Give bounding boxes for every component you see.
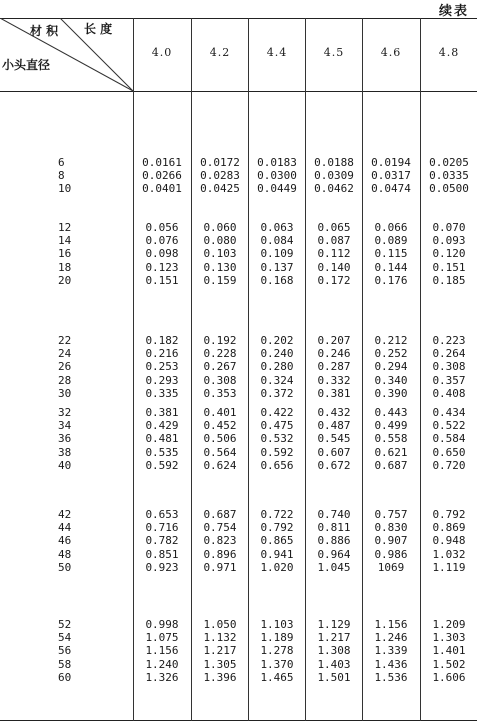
table-cell: 1.303 — [432, 631, 466, 645]
table-cell: 0.986 — [374, 547, 408, 561]
row-diameter: 40 — [58, 458, 72, 472]
table-cell: 0.792 — [260, 521, 294, 535]
table-cell: 0.151 — [432, 260, 466, 274]
table-cell: 0.811 — [317, 521, 351, 535]
table-row — [0, 419, 477, 432]
table-cell: 0.522 — [432, 419, 466, 433]
corner-diameter-label: 小头直径 — [2, 58, 51, 72]
table-cell: 0.084 — [260, 234, 294, 248]
table-cell: 0.401 — [203, 406, 237, 419]
row-diameter: 10 — [58, 182, 72, 196]
table-cell: 0.089 — [374, 234, 408, 248]
table-cell: 0.308 — [203, 373, 237, 387]
table-cell: 0.907 — [374, 534, 408, 548]
table-row — [0, 234, 477, 247]
table-cell: 0.0300 — [257, 169, 297, 183]
row-diameter: 22 — [58, 334, 72, 347]
table-row — [0, 169, 477, 182]
table-cell: 0.0500 — [429, 182, 469, 196]
table-cell: 0.293 — [145, 373, 179, 387]
table-cell: 0.123 — [145, 260, 179, 274]
table-cell: 0.335 — [145, 386, 179, 400]
table-cell: 0.886 — [317, 534, 351, 548]
table-row — [0, 261, 477, 274]
row-diameter: 42 — [58, 508, 72, 521]
row-diameter: 48 — [58, 547, 72, 561]
volume-table — [0, 18, 477, 723]
table-cell: 0.120 — [432, 247, 466, 261]
table-cell: 0.151 — [145, 273, 179, 287]
table-cell: 0.535 — [145, 445, 179, 459]
table-cell: 0.408 — [432, 386, 466, 400]
table-cell: 1069 — [377, 560, 405, 574]
row-diameter: 28 — [58, 373, 72, 387]
table-cell: 1.502 — [432, 657, 466, 671]
table-cell: 1.240 — [145, 657, 179, 671]
table-row — [0, 221, 477, 234]
table-cell: 0.324 — [260, 373, 294, 387]
table-cell: 0.176 — [374, 273, 408, 287]
table-cell: 1.189 — [260, 631, 294, 645]
table-cell: 1.278 — [260, 644, 294, 658]
table-cell: 0.308 — [432, 360, 466, 374]
table-cell: 0.558 — [374, 432, 408, 446]
column-header-length: 4.8 — [438, 46, 460, 59]
table-cell: 1.370 — [260, 657, 294, 671]
table-cell: 0.0474 — [371, 182, 411, 196]
table-cell: 1.156 — [145, 644, 179, 658]
table-cell: 0.653 — [145, 508, 179, 521]
table-cell: 1.308 — [317, 644, 351, 658]
table-cell: 0.0194 — [371, 156, 411, 169]
row-diameter: 30 — [58, 386, 72, 400]
table-cell: 0.207 — [317, 334, 351, 347]
table-cell: 0.429 — [145, 419, 179, 433]
table-cell: 0.240 — [260, 347, 294, 361]
table-cell: 0.381 — [317, 386, 351, 400]
table-cell: 0.481 — [145, 432, 179, 446]
table-cell: 0.066 — [374, 221, 408, 234]
table-cell: 0.948 — [432, 534, 466, 548]
row-diameter: 46 — [58, 534, 72, 548]
table-bottom-rule — [0, 720, 477, 721]
table-cell: 0.621 — [374, 445, 408, 459]
table-cell: 1.217 — [317, 631, 351, 645]
table-cell: 0.584 — [432, 432, 466, 446]
table-cell: 0.624 — [203, 458, 237, 472]
table-cell: 0.687 — [374, 458, 408, 472]
table-row — [0, 374, 477, 387]
table-cell: 0.716 — [145, 521, 179, 535]
row-diameter: 32 — [58, 406, 72, 419]
row-diameter: 18 — [58, 260, 72, 274]
table-cell: 0.740 — [317, 508, 351, 521]
table-cell: 0.192 — [203, 334, 237, 347]
table-cell: 0.372 — [260, 386, 294, 400]
table-cell: 0.065 — [317, 221, 351, 234]
table-cell: 0.381 — [145, 406, 179, 419]
table-cell: 0.246 — [317, 347, 351, 361]
table-cell: 1.246 — [374, 631, 408, 645]
table-cell: 0.499 — [374, 419, 408, 433]
table-cell: 0.823 — [203, 534, 237, 548]
row-diameter: 58 — [58, 657, 72, 671]
table-cell: 0.228 — [203, 347, 237, 361]
table-cell: 0.0425 — [200, 182, 240, 196]
table-cell: 0.294 — [374, 360, 408, 374]
row-diameter: 56 — [58, 644, 72, 658]
table-cell: 0.109 — [260, 247, 294, 261]
table-cell: 1.339 — [374, 644, 408, 658]
table-row — [0, 631, 477, 644]
table-cell: 0.650 — [432, 445, 466, 459]
row-diameter: 20 — [58, 273, 72, 287]
row-diameter: 14 — [58, 234, 72, 248]
table-cell: 0.223 — [432, 334, 466, 347]
table-cell: 0.782 — [145, 534, 179, 548]
table-cell: 0.353 — [203, 386, 237, 400]
table-cell: 0.0335 — [429, 169, 469, 183]
row-diameter: 6 — [58, 156, 65, 169]
table-cell: 0.687 — [203, 508, 237, 521]
table-row — [0, 459, 477, 472]
table-cell: 0.115 — [374, 247, 408, 261]
table-cell: 0.865 — [260, 534, 294, 548]
table-cell: 1.119 — [432, 560, 466, 574]
table-cell: 0.0183 — [257, 156, 297, 169]
table-cell: 0.0266 — [142, 169, 182, 183]
table-cell: 0.280 — [260, 360, 294, 374]
table-cell: 0.0205 — [429, 156, 469, 169]
table-cell: 0.0188 — [314, 156, 354, 169]
table-cell: 0.0309 — [314, 169, 354, 183]
row-diameter: 44 — [58, 521, 72, 535]
table-cell: 0.098 — [145, 247, 179, 261]
column-header-length: 4.4 — [266, 46, 288, 59]
table-cell: 0.056 — [145, 221, 179, 234]
row-diameter: 16 — [58, 247, 72, 261]
table-cell: 0.332 — [317, 373, 351, 387]
table-row — [0, 671, 477, 684]
table-row — [0, 658, 477, 671]
table-cell: 0.087 — [317, 234, 351, 248]
table-row — [0, 521, 477, 534]
table-row — [0, 247, 477, 260]
table-cell: 0.390 — [374, 386, 408, 400]
table-cell: 1.045 — [317, 560, 351, 574]
corner-length-label: 长 度 — [84, 22, 113, 36]
table-cell: 0.722 — [260, 508, 294, 521]
table-cell: 1.209 — [432, 618, 466, 631]
table-cell: 0.754 — [203, 521, 237, 535]
table-cell: 0.545 — [317, 432, 351, 446]
column-header-length: 4.6 — [380, 46, 402, 59]
table-row — [0, 618, 477, 631]
table-cell: 1.217 — [203, 644, 237, 658]
table-cell: 0.130 — [203, 260, 237, 274]
table-cell: 0.357 — [432, 373, 466, 387]
row-diameter: 52 — [58, 618, 72, 631]
row-diameter: 34 — [58, 419, 72, 433]
table-cell: 0.159 — [203, 273, 237, 287]
table-row — [0, 182, 477, 195]
table-cell: 0.212 — [374, 334, 408, 347]
table-cell: 1.050 — [203, 618, 237, 631]
table-cell: 0.264 — [432, 347, 466, 361]
table-cell: 0.0462 — [314, 182, 354, 196]
table-row — [0, 508, 477, 521]
table-cell: 0.422 — [260, 406, 294, 419]
table-cell: 0.267 — [203, 360, 237, 374]
table-cell: 0.0401 — [142, 182, 182, 196]
table-cell: 0.340 — [374, 373, 408, 387]
table-cell: 1.606 — [432, 670, 466, 684]
row-diameter: 12 — [58, 221, 72, 234]
table-cell: 0.216 — [145, 347, 179, 361]
table-cell: 0.830 — [374, 521, 408, 535]
table-cell: 0.487 — [317, 419, 351, 433]
table-cell: 1.536 — [374, 670, 408, 684]
table-cell: 0.253 — [145, 360, 179, 374]
table-row — [0, 406, 477, 419]
table-cell: 0.592 — [145, 458, 179, 472]
table-row — [0, 561, 477, 574]
row-diameter: 36 — [58, 432, 72, 446]
row-diameter: 60 — [58, 670, 72, 684]
table-cell: 0.252 — [374, 347, 408, 361]
table-row — [0, 156, 477, 169]
table-row — [0, 347, 477, 360]
table-row — [0, 534, 477, 547]
table-cell: 0.0161 — [142, 156, 182, 169]
table-cell: 1.032 — [432, 547, 466, 561]
table-cell: 0.0449 — [257, 182, 297, 196]
table-cell: 0.182 — [145, 334, 179, 347]
table-cell: 0.140 — [317, 260, 351, 274]
table-cell: 0.0172 — [200, 156, 240, 169]
table-cell: 1.465 — [260, 670, 294, 684]
table-cell: 0.063 — [260, 221, 294, 234]
table-cell: 0.607 — [317, 445, 351, 459]
table-cell: 1.132 — [203, 631, 237, 645]
table-cell: 1.436 — [374, 657, 408, 671]
table-row — [0, 644, 477, 657]
table-cell: 1.129 — [317, 618, 351, 631]
row-diameter: 38 — [58, 445, 72, 459]
table-cell: 0.434 — [432, 406, 466, 419]
row-diameter: 24 — [58, 347, 72, 361]
column-header-length: 4.2 — [209, 46, 231, 59]
table-cell: 1.326 — [145, 670, 179, 684]
table-cell: 0.443 — [374, 406, 408, 419]
column-header-length: 4.5 — [323, 46, 345, 59]
table-cell: 0.720 — [432, 458, 466, 472]
row-diameter: 54 — [58, 631, 72, 645]
row-diameter: 8 — [58, 169, 65, 183]
table-cell: 0.103 — [203, 247, 237, 261]
table-cell: 0.532 — [260, 432, 294, 446]
table-cell: 0.592 — [260, 445, 294, 459]
table-row — [0, 432, 477, 445]
table-cell: 0.971 — [203, 560, 237, 574]
table-cell: 1.401 — [432, 644, 466, 658]
table-cell: 1.103 — [260, 618, 294, 631]
table-cell: 0.060 — [203, 221, 237, 234]
table-cell: 0.070 — [432, 221, 466, 234]
table-cell: 0.998 — [145, 618, 179, 631]
row-diameter: 26 — [58, 360, 72, 374]
table-cell: 0.0283 — [200, 169, 240, 183]
row-diameter: 50 — [58, 560, 72, 574]
table-cell: 0.093 — [432, 234, 466, 248]
table-cell: 0.656 — [260, 458, 294, 472]
table-cell: 0.964 — [317, 547, 351, 561]
table-row — [0, 360, 477, 373]
table-cell: 0.144 — [374, 260, 408, 274]
table-row — [0, 274, 477, 287]
table-cell: 0.185 — [432, 273, 466, 287]
corner-material-label: 材 积 — [30, 24, 59, 38]
table-cell: 0.672 — [317, 458, 351, 472]
table-cell: 0.869 — [432, 521, 466, 535]
table-cell: 0.452 — [203, 419, 237, 433]
table-cell: 0.112 — [317, 247, 351, 261]
continued-label: 续表 — [438, 4, 469, 19]
table-cell: 0.137 — [260, 260, 294, 274]
table-cell: 0.076 — [145, 234, 179, 248]
column-header-length: 4.0 — [151, 46, 173, 59]
table-cell: 1.156 — [374, 618, 408, 631]
table-cell: 1.396 — [203, 670, 237, 684]
table-cell: 0.0317 — [371, 169, 411, 183]
table-cell: 0.475 — [260, 419, 294, 433]
table-row — [0, 387, 477, 400]
table-cell: 0.941 — [260, 547, 294, 561]
table-cell: 0.564 — [203, 445, 237, 459]
table-cell: 1.403 — [317, 657, 351, 671]
table-cell: 0.792 — [432, 508, 466, 521]
table-cell: 0.432 — [317, 406, 351, 419]
table-cell: 1.305 — [203, 657, 237, 671]
table-row — [0, 446, 477, 459]
table-cell: 0.202 — [260, 334, 294, 347]
table-cell: 1.020 — [260, 560, 294, 574]
table-cell: 1.075 — [145, 631, 179, 645]
table-row — [0, 334, 477, 347]
table-cell: 0.287 — [317, 360, 351, 374]
table-cell: 0.923 — [145, 560, 179, 574]
table-cell: 1.501 — [317, 670, 351, 684]
table-cell: 0.506 — [203, 432, 237, 446]
table-cell: 0.172 — [317, 273, 351, 287]
table-cell: 0.896 — [203, 547, 237, 561]
table-row — [0, 548, 477, 561]
table-cell: 0.851 — [145, 547, 179, 561]
table-cell: 0.757 — [374, 508, 408, 521]
table-cell: 0.168 — [260, 273, 294, 287]
table-cell: 0.080 — [203, 234, 237, 248]
